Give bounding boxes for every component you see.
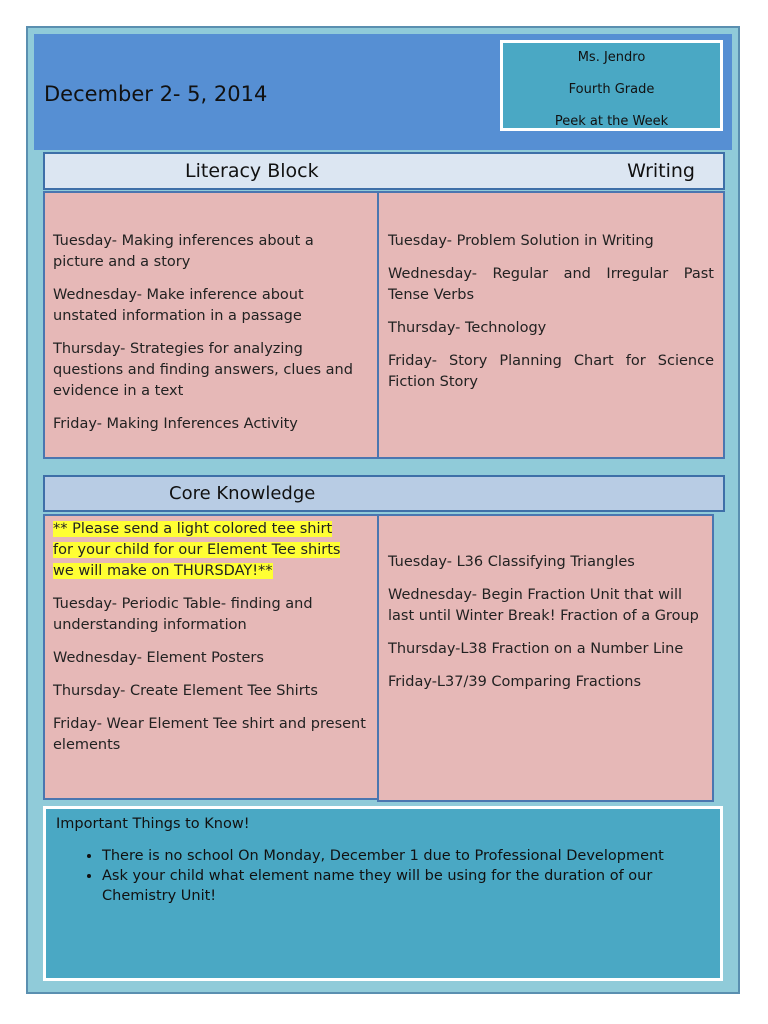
core-knowledge-title: Core Knowledge xyxy=(169,483,316,504)
literacy-header xyxy=(43,152,725,190)
important-list xyxy=(56,846,710,906)
teacher-info-box xyxy=(500,40,723,131)
literacy-title: Literacy Block xyxy=(185,160,319,182)
math-item: Friday-L37/39 Comparing Fractions xyxy=(388,674,642,690)
writing-panel xyxy=(377,191,725,459)
notice-line: we will make on THURSDAY!** xyxy=(53,563,273,579)
newsletter-subtitle: Peek at the Week xyxy=(554,114,669,129)
core-item: Friday- Wear Element Tee shirt and present elements xyxy=(53,716,366,753)
notice-line: ** Please send a light colored tee shirt xyxy=(53,521,333,537)
literacy-item: Wednesday- Make inference about unstated information in a passage xyxy=(53,287,304,324)
core-item: Tuesday- Periodic Table- finding and understanding information xyxy=(53,596,313,633)
literacy-panel xyxy=(43,191,379,459)
important-item: • There is no school On Monday, December 1 due to Professional Development xyxy=(102,846,710,866)
math-item: Thursday-L38 Fraction on a Number Line xyxy=(388,641,684,657)
teacher-name: Ms. Jendro xyxy=(577,50,646,65)
literacy-item: Friday- Making Inferences Activity xyxy=(53,416,298,432)
important-item: • Ask your child what element name they will be using for the duration of our Chemistry Unit! xyxy=(102,866,710,906)
core-knowledge-header xyxy=(43,475,725,512)
notice-line: for your child for our Element Tee shirts xyxy=(53,542,341,558)
writing-item: Friday- Story Planning Chart for Science Fiction Story xyxy=(388,353,714,390)
writing-item: Tuesday- Problem Solution in Writing xyxy=(388,233,654,249)
writing-item: Thursday- Technology xyxy=(388,320,547,336)
math-item: Wednesday- Begin Fraction Unit that will last until Winter Break! Fraction of a Group xyxy=(388,587,699,624)
writing-item: Wednesday- Regular and Irregular Past Tense Verbs xyxy=(388,266,714,303)
literacy-item: Tuesday- Making inferences about a picture and a story xyxy=(53,233,314,270)
core-item: Wednesday- Element Posters xyxy=(53,650,264,666)
grade-label: Fourth Grade xyxy=(568,82,655,97)
tee-shirt-notice xyxy=(53,519,369,582)
math-panel xyxy=(377,514,714,802)
week-date: December 2- 5, 2014 xyxy=(44,82,268,106)
writing-title: Writing xyxy=(627,160,695,182)
core-knowledge-panel xyxy=(43,514,379,800)
important-title: Important Things to Know! xyxy=(56,816,250,832)
literacy-item: Thursday- Strategies for analyzing questions and finding answers, clues and evidence in a text xyxy=(53,341,353,399)
math-item: Tuesday- L36 Classifying Triangles xyxy=(388,554,635,570)
core-item: Thursday- Create Element Tee Shirts xyxy=(53,683,318,699)
important-box xyxy=(43,806,723,981)
